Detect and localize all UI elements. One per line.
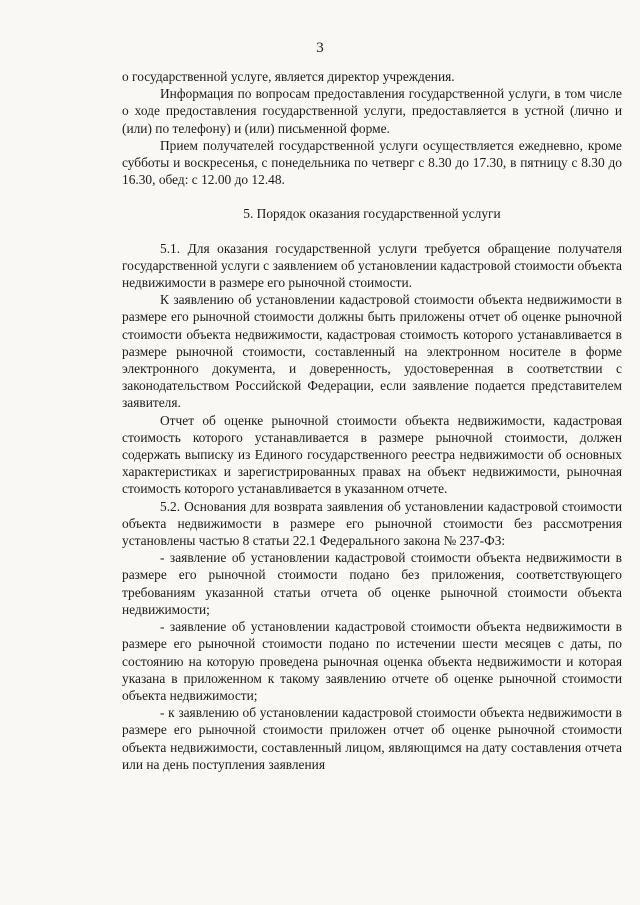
list-item-3: - к заявлению об установлении кадастровой стоимости объекта недвижимости в размере его рыночной стоимости приложен отчет об оценке рыночной стоимости объекта недвижимости, составленный лицом, являющимся на дату составления отчета или на день поступления заявления <box>122 705 622 772</box>
paragraph-2: Информация по вопросам предоставления государственной услуги, в том числе о ходе предоставления государственной услуги, предоставляется в устной (лично и (или) по телефону) и (или) письменной форме. <box>122 86 622 136</box>
section-paragraph-2: К заявлению об установлении кадастровой стоимости объекта недвижимости в размере его рыночной стоимости должны быть приложены отчет об оценке рыночной стоимости объекта недвижимости, кадастровая стоимость которого устанавливается в размере рыночной стоимости, составленный на электронном носителе в форме электронного документа, и доверенность, удостоверенная в соответствии с законодательством Российской Федерации, если заявление подается представителем заявителя. <box>122 292 622 411</box>
list-item-2: - заявление об установлении кадастровой стоимости объекта недвижимости в размере его рыночной стоимости подано по истечении шести месяцев с даты, по состоянию на которую проведена рыночная оценка объекта недвижимости и которая указана в приложенном к такому заявлению отчете об оценке рыночной стоимости объекта недвижимости; <box>122 619 622 703</box>
document-body <box>122 68 622 773</box>
section-heading: 5. Порядок оказания государственной услуги <box>243 206 501 222</box>
section-paragraph-3: Отчет об оценке рыночной стоимости объекта недвижимости, кадастровая стоимость которого устанавливается в размере рыночной стоимости, должен содержать выписку из Единого государственного реестра недвижимости об основных характеристиках и зарегистрированных правах на объект недвижимости, рыночная стоимость которого устанавливается в указанном отчете. <box>122 412 622 497</box>
section-paragraph-4: 5.2. Основания для возврата заявления об установлении кадастровой стоимости объекта недвижимости в размере его рыночной стоимости без рассмотрения установлены частью 8 статьи 22.1 Федерального закона № 237-ФЗ: <box>122 498 622 549</box>
list-item-1: - заявление об установлении кадастровой стоимости объекта недвижимости в размере его рыночной стоимости подано без приложения, соответствующего требованиям указанной статьи отчета об оценке рыночной стоимости объекта недвижимости; <box>122 550 622 617</box>
paragraph-3: Прием получателей государственной услуги осуществляется ежедневно, кроме субботы и воскресенья, с понедельника по четверг с 8.30 до 17.30, в пятницу с 8.30 до 16.30, обед: с 12.00 до 12.48. <box>122 137 622 188</box>
page-number: 3 <box>316 40 324 56</box>
paragraph-1: о государственной услуге, является директор учреждения. <box>122 69 455 84</box>
section-paragraph-1: 5.1. Для оказания государственной услуги требуется обращение получателя государственной услуги с заявлением об установлении кадастровой стоимости объекта недвижимости в размере его рыночной стоимости. <box>122 240 622 291</box>
